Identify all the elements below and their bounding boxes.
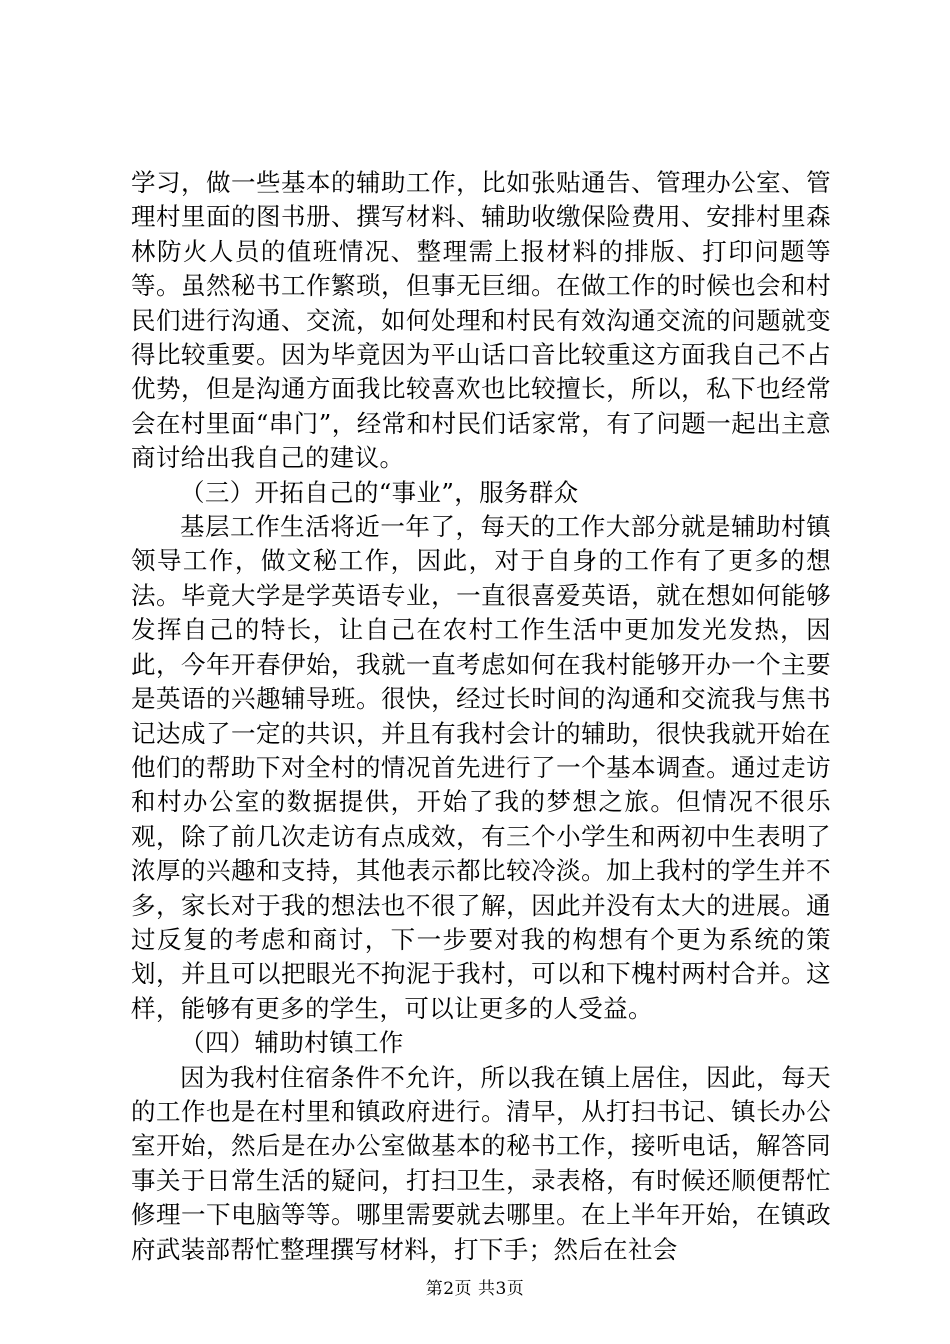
page-footer: 第2页 共3页 (425, 1279, 525, 1299)
section-heading-three: （三）开拓自己的“事业”，服务群众 (180, 477, 579, 507)
paragraph-continued: 学习，做一些基本的辅助工作，比如张贴通告、管理办公室、管理村里面的图书册、撰写材料、辅助收缴保险费用、安排村里森林防火人员的值班情况、整理需上报材料的排版、打印问题等等。虽然秘书工作繁琐，但事无巨细。在做工作的时候也会和村民们进行沟通、交流，如何处理和村民有效沟通交流的问题就变得比较重要。因为毕竟因为平山话口音比较重这方面我自己不占优势，但是沟通方面我比较喜欢也比较擅长，所以，私下也经常会在村里面“串门”，经常和村民们话家常，有了问题一起出主意商讨给出我自己的建议。 (131, 168, 831, 473)
document-body (131, 166, 831, 1267)
section-heading-four: （四）辅助村镇工作 (180, 1028, 404, 1058)
paragraph-career: 基层工作生活将近一年了，每天的工作大部分就是辅助村镇领导工作，做文秘工作，因此，对于自身的工作有了更多的想法。毕竟大学是学英语专业，一直很喜爱英语，就在想如何能够发挥自己的特长，让自己在农村工作生活中更加发光发热，因此，今年开春伊始，我就一直考虑如何在我村能够开办一个主要是英语的兴趣辅导班。很快，经过长时间的沟通和交流我与焦书记达成了一定的共识，并且有我村会计的辅助，很快我就开始在他们的帮助下对全村的情况首先进行了一个基本调查。通过走访和村办公室的数据提供，开始了我的梦想之旅。但情况不很乐观，除了前几次走访有点成效，有三个小学生和两初中生表明了浓厚的兴趣和支持，其他表示都比较冷淡。加上我村的学生并不多，家长对于我的想法也不很了解，因此并没有太大的进展。通过反复的考虑和商讨，下一步要对我的构想有个更为系统的策划，并且可以把眼光不拘泥于我村，可以和下槐村两村合并。这样，能够有更多的学生，可以让更多的人受益。 (131, 512, 831, 1023)
paragraph-town-work: 因为我村住宿条件不允许，所以我在镇上居住，因此，每天的工作也是在村里和镇政府进行。清早，从打扫书记、镇长办公室开始，然后是在办公室做基本的秘书工作，接听电话，解答同事关于日常生活的疑问，打扫卫生，录表格，有时候还顺便帮忙修理一下电脑等等。哪里需要就去哪里。在上半年开始，在镇政府武装部帮忙整理撰写材料，打下手；然后在社会 (131, 1062, 831, 1264)
